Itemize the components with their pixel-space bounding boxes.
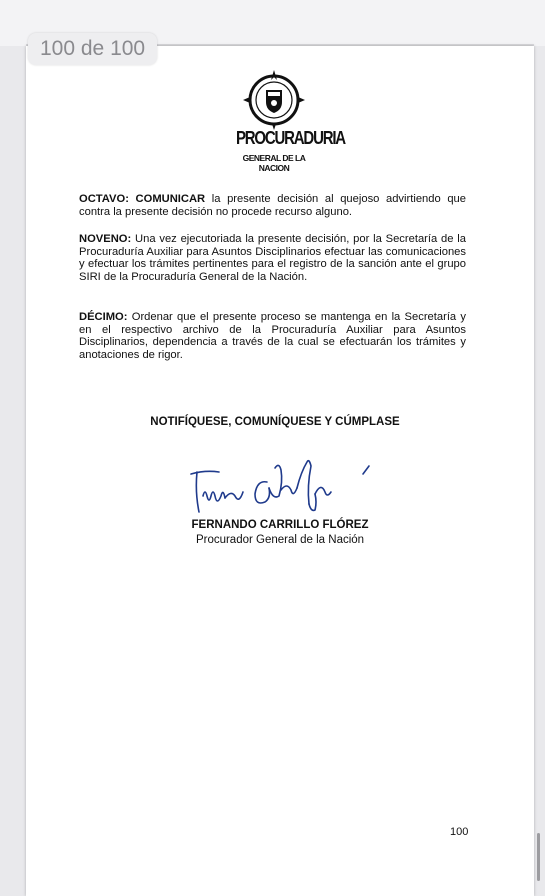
logo-subtitle: GENERAL DE LA NACION xyxy=(242,153,306,173)
scrollbar-thumb[interactable] xyxy=(537,833,540,881)
page-counter-badge: 100 de 100 xyxy=(28,33,157,65)
paragraph-octavo xyxy=(79,193,466,218)
octavo-label: OCTAVO: COMUNICAR xyxy=(79,193,206,205)
page-number: 100 xyxy=(450,826,469,838)
noveno-text: Una vez ejecutoriada la presente decisión, por la Secretaría de la Procuraduría Auxiliar para Asuntos Disciplinarios efectuar las comunicaciones y efectuar los trámites pertinentes para el registro de la sanción ante el grupo SIRI de la Procuraduría General de la Nación. xyxy=(79,233,466,283)
decimo-text: Ordenar que el presente proceso se mantenga en la Secretaría y en el respectivo archivo de la Procuraduría Auxiliar para Asuntos Disciplinarios, dependencia a través de la cual se efectuarán los trámites y anotaciones de rigor. xyxy=(79,311,466,361)
paragraph-decimo xyxy=(79,311,466,361)
signer-title: Procurador General de la Nación xyxy=(195,534,365,546)
handwritten-signature xyxy=(183,452,383,527)
signer-name: FERNANDO CARRILLO FLÓREZ xyxy=(191,519,369,531)
octavo-text: la presente decisión al quejoso advirtiendo que contra la presente decisión no procede recurso alguno. xyxy=(79,193,466,218)
closing-formula: NOTIFÍQUESE, COMUNÍQUESE Y CÚMPLASE xyxy=(150,416,400,428)
noveno-label: NOVENO: xyxy=(79,233,132,245)
logo-wordmark: PROCURADURIA xyxy=(236,127,345,150)
procuraduria-logo xyxy=(236,68,345,173)
paragraph-noveno xyxy=(79,233,466,283)
decimo-label: DÉCIMO: xyxy=(79,311,128,323)
shield-emblem-icon xyxy=(236,68,312,130)
